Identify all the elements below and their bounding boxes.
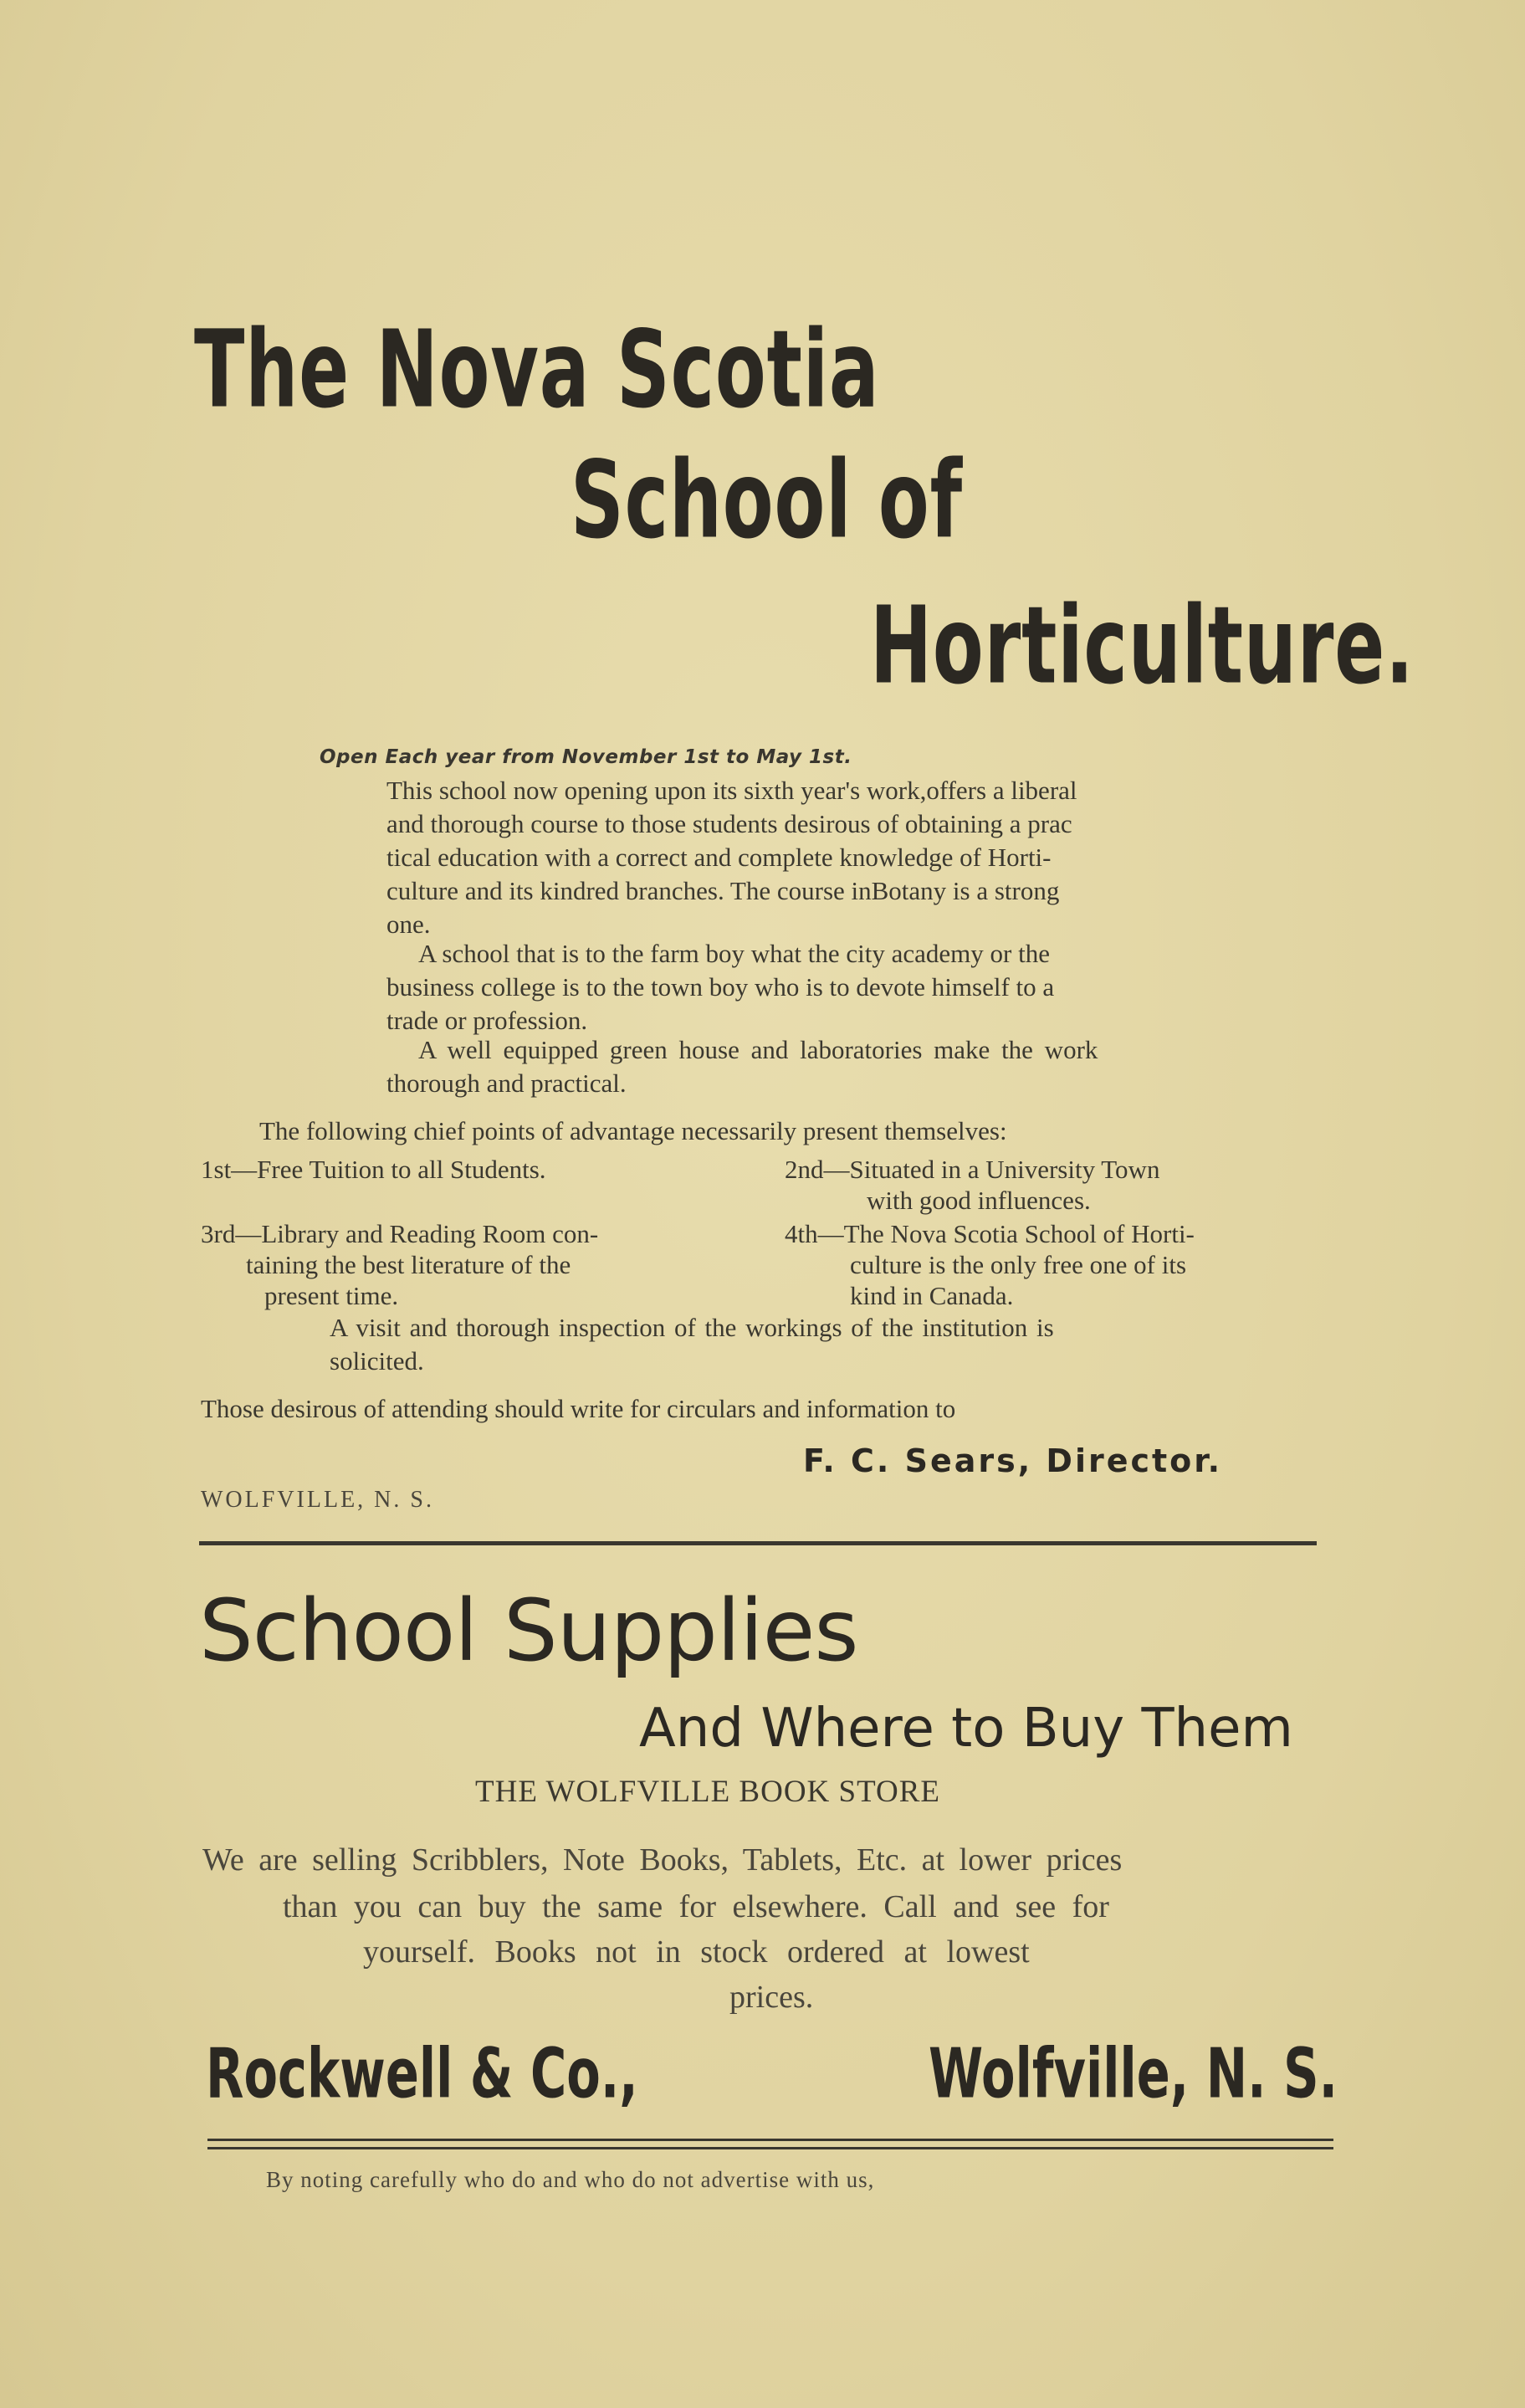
advantage-line: kind in Canada.: [850, 1281, 1014, 1310]
store-name: THE WOLFVILLE BOOK STORE: [475, 1775, 941, 1809]
supplies-subheading: And Where to Buy Them: [639, 1698, 1293, 1760]
director-signature: F. C. Sears, Director.: [803, 1442, 1223, 1479]
title-line-2: School of: [571, 438, 963, 562]
intro-line: culture and its kindred branches. The course inBotany is a strong: [386, 876, 1060, 905]
company-town: Wolfville, N. S.: [929, 2033, 1338, 2113]
location-line: WOLFVILLE, N. S.: [201, 1487, 434, 1513]
supplies-heading: School Supplies: [199, 1581, 858, 1681]
open-dates-line: Open Each year from November 1st to May 1st.: [320, 746, 852, 768]
advantage-line: 1st—Free Tuition to all Students.: [201, 1155, 546, 1184]
visit-line: solicited.: [330, 1346, 424, 1376]
supplies-line: We are selling Scribblers, Note Books, Tablets, Etc. at lower prices: [202, 1842, 1123, 1878]
advantage-line: with good influences.: [867, 1186, 1091, 1215]
intro-line: and thorough course to those students desirous of obtaining a prac: [386, 809, 1072, 838]
intro-line: tical education with a correct and complete knowledge of Horti-: [386, 843, 1052, 872]
advantage-line: present time.: [264, 1281, 399, 1310]
farm-boy-line: business college is to the town boy who is to devote himself to a: [386, 972, 1055, 1002]
contact-line: Those desirous of attending should write for circulars and information to: [201, 1394, 956, 1423]
supplies-line: yourself. Books not in stock ordered at lowest: [363, 1934, 1030, 1970]
bottom-rule-bottom: [207, 2147, 1333, 2149]
advantage-line: 2nd—Situated in a University Town: [785, 1155, 1160, 1184]
title-line-3: Horticulture.: [870, 584, 1415, 708]
advantages-intro: The following chief points of advantage necessarily present themselves:: [259, 1116, 1007, 1145]
intro-line: This school now opening upon its sixth year's work,offers a liberal: [386, 776, 1077, 805]
greenhouse-line: thorough and practical.: [386, 1068, 627, 1098]
advantage-line: 3rd—Library and Reading Room con-: [201, 1219, 599, 1248]
advantage-line: 4th—The Nova Scotia School of Horti-: [785, 1219, 1195, 1248]
supplies-line: than you can buy the same for elsewhere. Call and see for: [283, 1889, 1109, 1924]
footer-text: By noting carefully who do and who do not advertise with us,: [266, 2167, 875, 2192]
section-divider: [199, 1541, 1317, 1545]
advantage-line: taining the best literature of the: [246, 1250, 571, 1279]
advantage-line: culture is the only free one of its: [850, 1250, 1187, 1279]
supplies-line: prices.: [729, 1980, 814, 2015]
farm-boy-line: A school that is to the farm boy what the city academy or the: [418, 939, 1050, 968]
title-line-1: The Nova Scotia: [194, 308, 880, 432]
bottom-rule-top: [207, 2139, 1333, 2141]
intro-line: one.: [386, 909, 431, 939]
farm-boy-line: trade or profession.: [386, 1006, 588, 1035]
company-name: Rockwell & Co.,: [206, 2033, 638, 2113]
greenhouse-line: A well equipped green house and laboratories make the work: [418, 1035, 1098, 1064]
visit-line: A visit and thorough inspection of the workings of the institution is: [330, 1313, 1054, 1342]
